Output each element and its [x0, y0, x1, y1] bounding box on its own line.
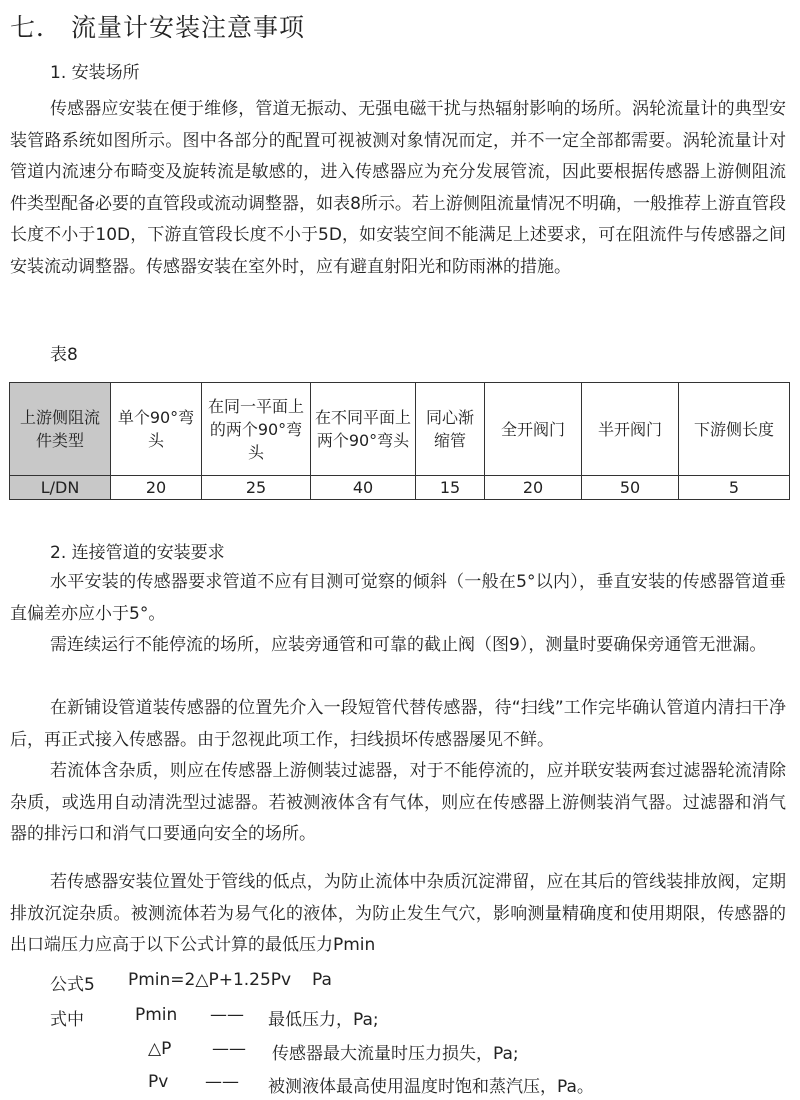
- table-cell: 40: [311, 476, 416, 500]
- formula-expression: Pmin=2△P+1.25Pv: [128, 970, 292, 990]
- table-column-header: 在同一平面上的两个90°弯头: [202, 383, 311, 476]
- table-column-header: 半开阀门: [582, 383, 679, 476]
- table-cell: 25: [202, 476, 311, 500]
- table-cell: 15: [416, 476, 485, 500]
- table-cell: 5: [679, 476, 790, 500]
- subsection-heading-1: 1. 安装场所: [50, 63, 140, 83]
- table-column-header: 同心渐缩管: [416, 383, 485, 476]
- table-column-header: 全开阀门: [485, 383, 582, 476]
- table-cell: 50: [582, 476, 679, 500]
- paragraph-filter: 若流体含杂质，则应在传感器上游侧装过滤器，对于不能停流的，应并联安装两套过滤器轮流清除杂质，或选用自动清洗型过滤器。若被测液体含有气体，则应在传感器上游侧装消气器。过滤器和消气器的排污口和消气口要通向安全的场所。: [10, 761, 786, 844]
- def-dash: ——: [205, 1072, 239, 1092]
- table-header-row: [10, 383, 790, 476]
- table-column-header: 下游侧长度: [679, 383, 790, 476]
- def-description: 最低压力，Pa;: [268, 1010, 379, 1030]
- paragraph-drain: 若传感器安装位置处于管线的低点，为防止流体中杂质沉淀滞留，应在其后的管线装排放阀，定期排放沉淀杂质。被测流体若为易气化的液体，为防止发生气穴，影响测量精确度和使用期限，传感器的出口端压力应高于以下公式计算的最低压力Pmin: [10, 872, 786, 955]
- paragraph-installation-site: 传感器应安装在便于维修，管道无振动、无强电磁干扰与热辐射影响的场所。涡轮流量计的典型安装管路系统如图所示。图中各部分的配置可视被测对象情况而定，并不一定全部都需要。涡轮流量计对管道内流速分布畸变及旋转流是敏感的，进入传感器应为充分发展管流，因此要根据传感器上游侧阻流件类型配备必要的直管段或流动调整器，如表8所示。若上游侧阻流量情况不明确，一般推荐上游直管段长度不小于10D，下游直管段长度不小于5D，如安装空间不能满足上述要求，可在阻流件与传感器之间安装流动调整器。传感器安装在室外时，应有避直射阳光和防雨淋的措施。: [10, 99, 786, 277]
- table-column-header: 单个90°弯头: [111, 383, 202, 476]
- table-column-header: 在不同平面上两个90°弯头: [311, 383, 416, 476]
- table-8: [9, 382, 790, 500]
- table-caption: 表8: [50, 345, 78, 365]
- section-title: 七． 流量计安装注意事项: [10, 13, 305, 42]
- table-row-header: 上游侧阻流件类型: [10, 383, 111, 476]
- table-cell: 20: [111, 476, 202, 500]
- formula-unit: Pa: [312, 970, 332, 990]
- def-symbol: Pv: [148, 1072, 169, 1092]
- def-symbol: △P: [148, 1039, 172, 1059]
- paragraph-sweep: 在新铺设管道装传感器的位置先介入一段短管代替传感器，待“扫线”工作完毕确认管道内清扫干净后，再正式接入传感器。由于忽视此项工作，扫线损坏传感器屡见不鲜。: [10, 698, 786, 750]
- where-label: 式中: [50, 1010, 84, 1030]
- table-row: [10, 476, 790, 500]
- subsection-heading-2: 2. 连接管道的安装要求: [50, 543, 225, 563]
- def-dash: ——: [210, 1005, 244, 1025]
- def-description: 被测液体最高使用温度时饱和蒸汽压，Pa。: [268, 1077, 594, 1097]
- table-cell: 20: [485, 476, 582, 500]
- table-row-label: L/DN: [10, 476, 111, 500]
- paragraph-incline: 水平安装的传感器要求管道不应有目测可觉察的倾斜（一般在5°以内），垂直安装的传感器管道垂直偏差亦应小于5°。: [10, 572, 786, 624]
- paragraph-bypass: 需连续运行不能停流的场所，应装旁通管和可靠的截止阀（图9），测量时要确保旁通管无泄漏。: [50, 635, 767, 655]
- formula-label: 公式5: [50, 975, 95, 995]
- def-symbol: Pmin: [135, 1005, 178, 1025]
- def-dash: ——: [212, 1039, 246, 1059]
- def-description: 传感器最大流量时压力损失，Pa;: [272, 1044, 519, 1064]
